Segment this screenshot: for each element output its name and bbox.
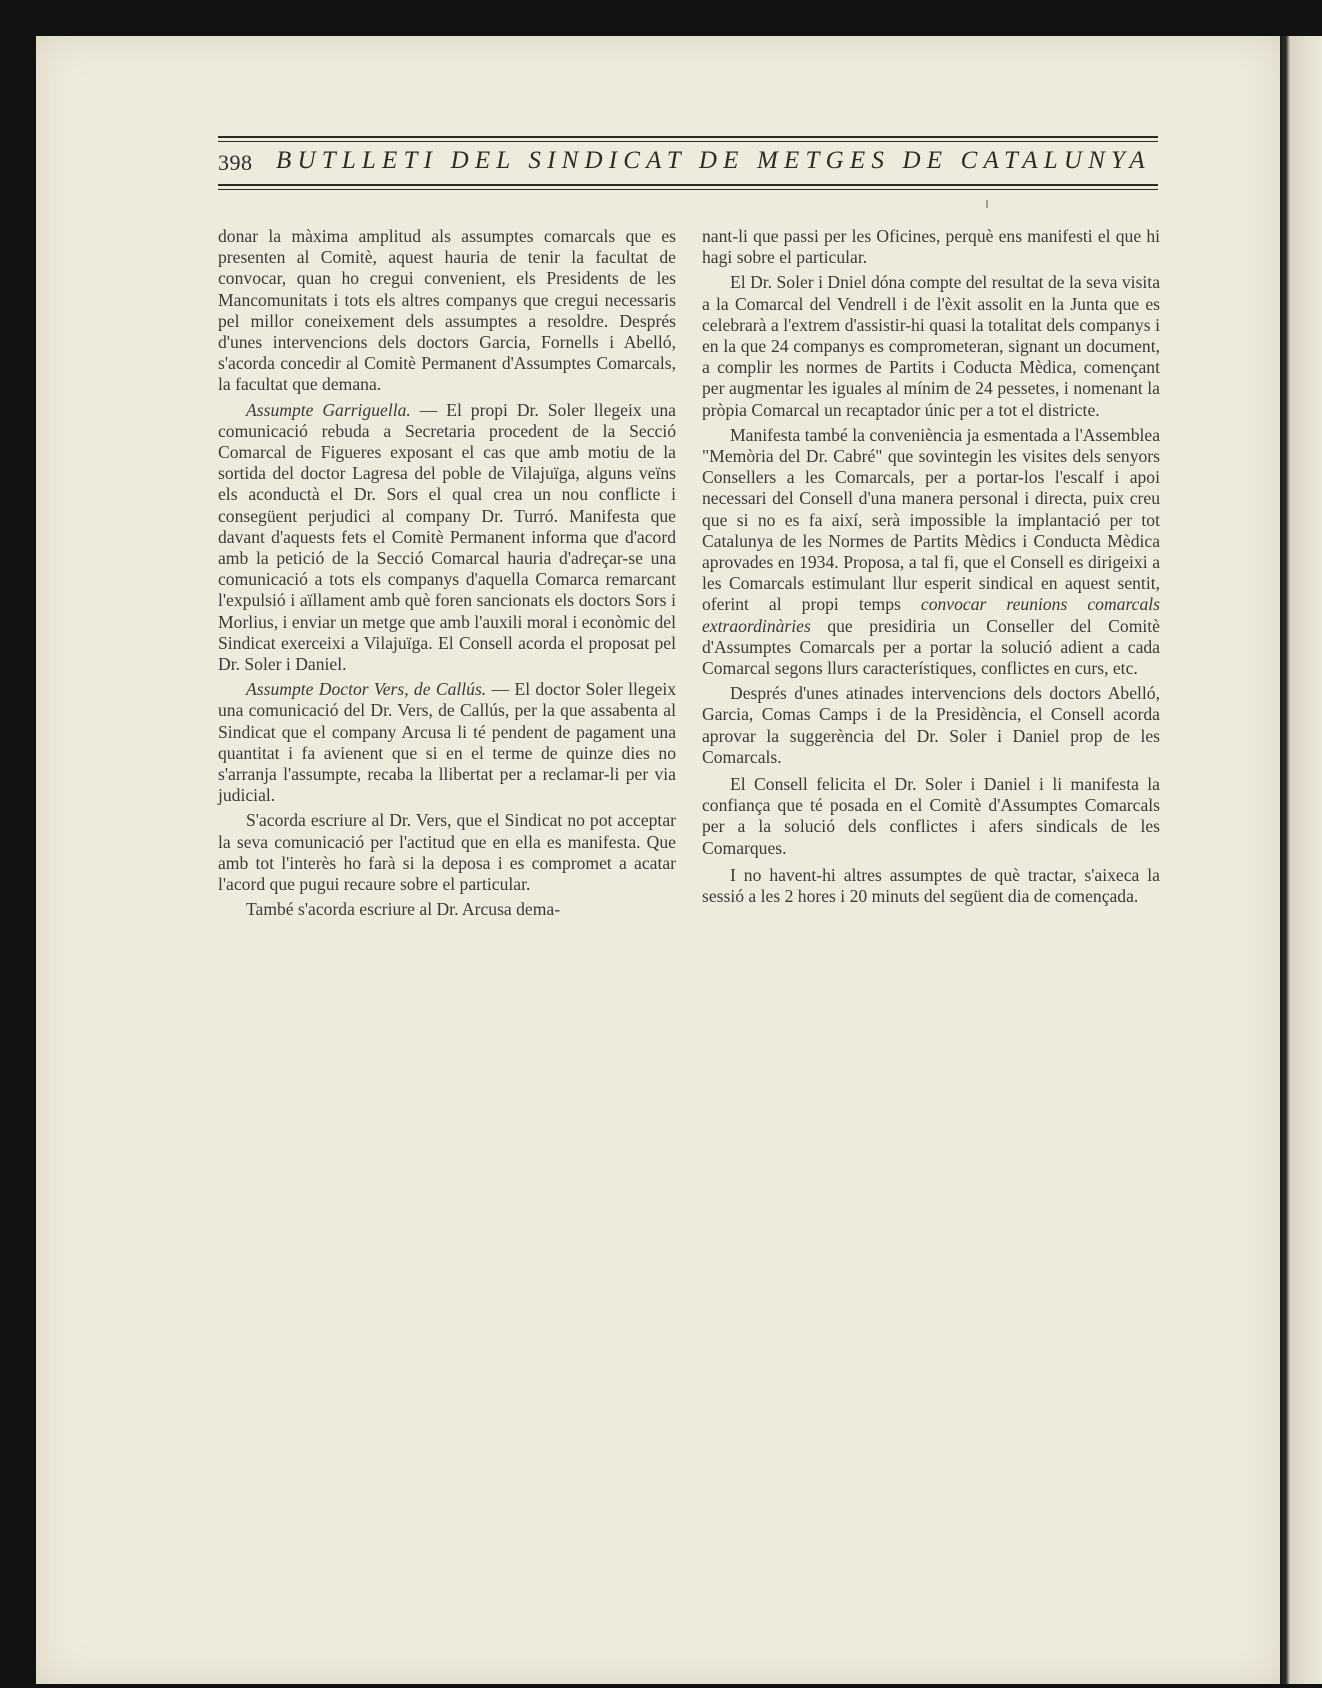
paragraph: També s'acorda escriure al Dr. Arcusa dema- (246, 899, 561, 920)
paragraph-text: que presidiria un Conseller del Comitè d'Assumptes Comarcals per a portar la solució adient a cada Comarcal segons llurs característiques, conflictes en curs, etc. (702, 615, 1160, 679)
paragraph: donar la màxima amplitud als assumptes comarcals que es presenten al Comitè, aquest hauria de tenir la facultat de convocar, quan ho cregui convenient, els Presidents de les Mancomunitats i tots els altres companys que cregui necessaris pel millor coneixement dels assumptes a resoldre. Després d'unes intervencions dels doctors Garcia, Fornells i Abelló, s'acorda concedir al Comitè Permanent d'Assumptes Comarcals, la facultat que demana. (218, 226, 676, 395)
paragraph-body: — El doctor Soler llegeix una comunicació del Dr. Vers, de Callús, per la que assabenta al Sindicat que el company Arcusa li té pendent de pagament una quantitat i fa avienent que si en el terme de quinze dies no s'arranja l'assumpte, recaba la llibertat per a reclamar-li per via judicial. (218, 679, 677, 806)
paragraph-vers (218, 679, 676, 806)
paragraph-text: Manifesta també la conveniència ja esmentada a l'Assemblea "Memòria del Dr. Cabré" que sovintegin les visites dels senyors Consellers a les Comarcals, per a portar-los l'escalf i apoi necessari del Consell d'una manera personal i directa, puix creu que si no es fa així, serà impossible la implantació per tot Catalunya de les Normes de Partits Mèdics i Conducta Mèdica aprovades en 1934. Proposa, a tal fi, que el Consell es dirigeixi a les Comarcals estimulant llur esperit sindical en aquest sentit, oferint al propi temps (702, 424, 1160, 615)
paragraph: nant-li que passi per les Oficines, perquè ens manifesti el que hi hagi sobre el particular. (702, 226, 1160, 268)
paragraph: El Consell felicita el Dr. Soler i Daniel i li manifesta la confiança que té posada en el Comitè d'Assumptes Comarcals per a la solució dels conflictes i afers sindicals de les Comarques. (702, 774, 1160, 858)
paragraph-body: — El propi Dr. Soler llegeix una comunicació rebuda a Secretaria procedent de la Secció Comarcal de Figueres exposant el cas que amb motiu de la sortida del doctor Lagresa del poble de Vilajuïga, alguns veïns els aconductà el Dr. Sors el qual crea un nou conflicte i consegüent perjudici al company Dr. Turró. Manifesta que davant d'aquests fets el Comitè Permanent informa que d'acord amb la petició de la Secció Comarcal hauria d'adreçar-se una comunicació a tots els companys d'aquella Comarca remarcant l'expulsió i aïllament amb què foren sancionats els doctors Sors i Morlius, i enviar un metge que amb l'auxili moral i econòmic del Sindicat exerceixi a Vilajuïga. El Consell acorda el proposat pel Dr. Soler i Daniel. (218, 399, 676, 675)
paragraph: I no havent-hi altres assumptes de què tractar, s'aixeca la sessió a les 2 hores i 20 minuts del següent dia de començada. (702, 864, 1160, 907)
facing-page-edge (1280, 36, 1322, 1684)
right-column (702, 226, 1160, 911)
print-mark (986, 200, 988, 208)
paragraph-garriguella (218, 400, 676, 676)
header-rule-bottom-thin (218, 189, 1158, 190)
section-heading: Assumpte Garriguella. (246, 399, 411, 420)
paragraph: El Dr. Soler i Dniel dóna compte del resultat de la seva visita a la Comarcal del Vendrell i de l'èxit assolit en la Junta que es celebrarà a l'extrem d'assistir-hi quasi la totalitat dels companys i en la que 24 companys es comprometeran, signant un document, a complir les normes de Partits i Coducta Mèdica, començant per augmentar les iguales al mínim de 24 pessetes, i nomenant la pròpia Comarcal un recaptador únic per a tot el districte. (702, 272, 1160, 420)
left-column (218, 226, 676, 925)
header-rule-top-thin (218, 141, 1158, 142)
italic-phrase: convocar reunions comarcals extraordinàries (702, 594, 1161, 636)
section-heading: Assumpte Doctor Vers, de Callús. (246, 679, 487, 700)
journal-title: BUTLLETI DEL SINDICAT DE METGES DE CATALUNYA (276, 147, 1151, 174)
running-header (218, 136, 1158, 194)
header-rule-top (218, 136, 1158, 138)
paragraph: Després d'unes atinades intervencions dels doctors Abelló, Garcia, Comas Camps i de la Presidència, el Consell acorda aprovar la suggerència del Dr. Soler i Daniel prop de les Comarcals. (702, 683, 1160, 767)
page-number: 398 (218, 150, 253, 175)
header-rule-bottom (218, 184, 1158, 186)
paragraph: S'acorda escriure al Dr. Vers, que el Sindicat no pot acceptar la seva comunicació per l'actitud que en ella es manifesta. Que amb tot l'interès ho farà si la deposa i es compromet a acatar l'acord que pugui recaure sobre el particular. (218, 810, 676, 895)
paragraph-proposal (702, 425, 1160, 679)
